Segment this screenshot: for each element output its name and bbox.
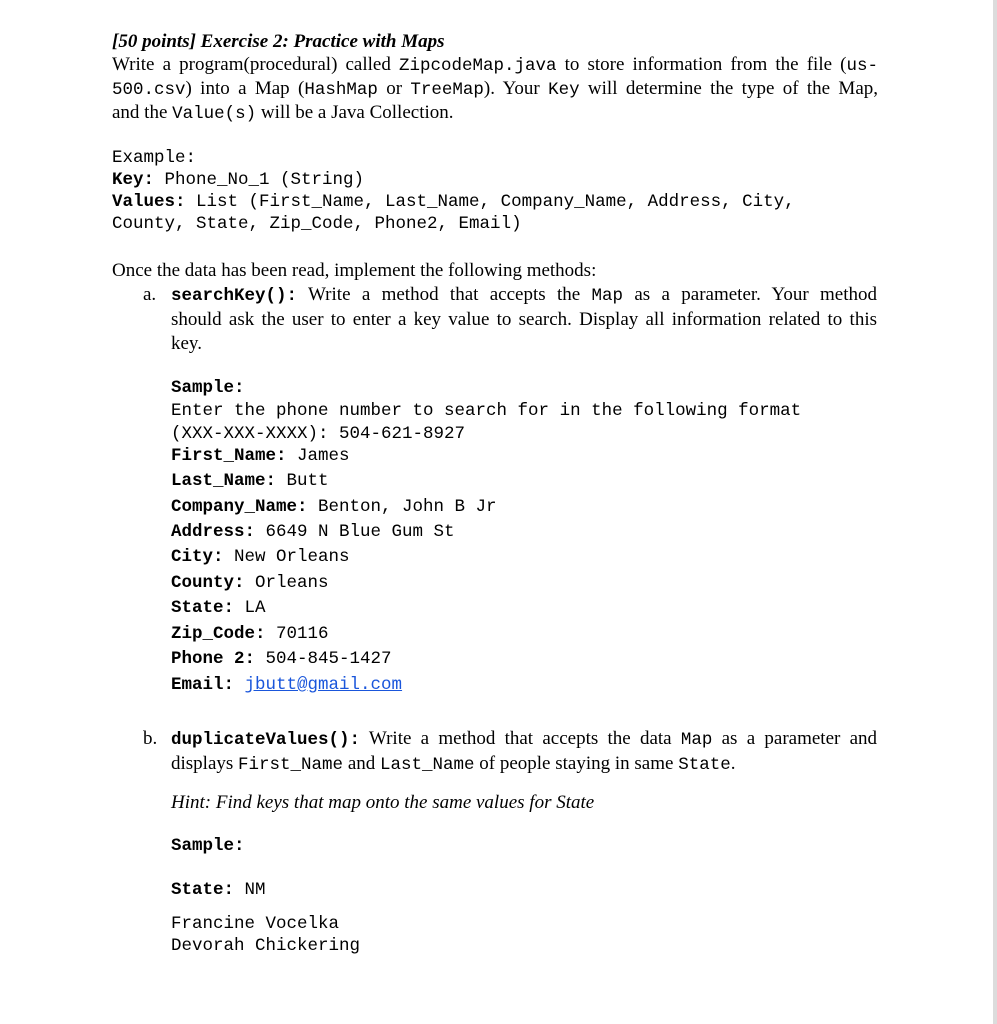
example-values-cont: County, State, Zip_Code, Phone2, Email) <box>112 214 522 234</box>
field-city: City: New Orleans <box>171 547 350 567</box>
field-state: State: LA <box>171 598 266 618</box>
item-a-line-1: searchKey(): Write a method that accepts the Map as a parameter. Your method <box>171 284 877 306</box>
item-b-line-1: duplicateValues(): Write a method that accepts the data Map as a parameter and <box>171 728 878 750</box>
item-a-marker: a. <box>143 284 157 305</box>
duplicatevalues-method: duplicateValues(): <box>171 730 361 750</box>
implement-intro: Once the data has been read, implement the following methods: <box>112 260 597 281</box>
field-company-name: Company_Name: Benton, John B Jr <box>171 497 497 517</box>
intro-line-2: 500.csv) into a Map (HashMap or TreeMap). Your Key will determine the type of the Map, <box>112 78 879 100</box>
field-address: Address: 6649 N Blue Gum St <box>171 522 455 542</box>
exercise-title: [50 points] Exercise 2: Practice with Maps <box>112 31 445 52</box>
item-b-marker: b. <box>143 728 158 749</box>
sample-b-label: Sample: <box>171 836 245 856</box>
sample-b-name-2: Devorah Chickering <box>171 936 361 956</box>
searchkey-method: searchKey(): <box>171 286 298 306</box>
item-a-line-3: key. <box>171 333 202 354</box>
field-county: County: Orleans <box>171 573 329 593</box>
item-a-line-2: should ask the user to enter a key value to search. Display all information related to this <box>171 309 877 330</box>
intro-line-1: Write a program(procedural) called ZipcodeMap.java to store information from the file (us- <box>112 54 878 76</box>
sample-b-state: State: NM <box>171 880 266 900</box>
field-phone-2: Phone 2: 504-845-1427 <box>171 649 392 669</box>
example-label: Example: <box>112 148 197 168</box>
field-last-name: Last_Name: Butt <box>171 471 329 491</box>
sample-b-name-1: Francine Vocelka <box>171 914 340 934</box>
page-edge <box>993 0 997 1024</box>
email-link[interactable]: jbutt@gmail.com <box>244 675 403 695</box>
field-first-name: First_Name: James <box>171 446 350 466</box>
intro-line-3: and the Value(s) will be a Java Collection. <box>112 102 454 124</box>
example-values: Values: List (First_Name, Last_Name, Company_Name, Address, City, <box>112 192 795 212</box>
example-key: Key: Phone_No_1 (String) <box>112 170 365 190</box>
hint-text: Hint: Find keys that map onto the same values for State <box>171 792 595 813</box>
filename-code: ZipcodeMap.java <box>398 56 557 76</box>
item-b-line-2: displays First_Name and Last_Name of people staying in same State. <box>171 753 736 775</box>
field-email: Email: jbutt@gmail.com <box>171 675 403 695</box>
sample-a-label: Sample: <box>171 378 245 398</box>
sample-a-prompt-1: Enter the phone number to search for in the following format <box>171 401 802 421</box>
sample-a-prompt-2: (XXX-XXX-XXXX): 504-621-8927 <box>171 424 466 444</box>
field-zip-code: Zip_Code: 70116 <box>171 624 329 644</box>
